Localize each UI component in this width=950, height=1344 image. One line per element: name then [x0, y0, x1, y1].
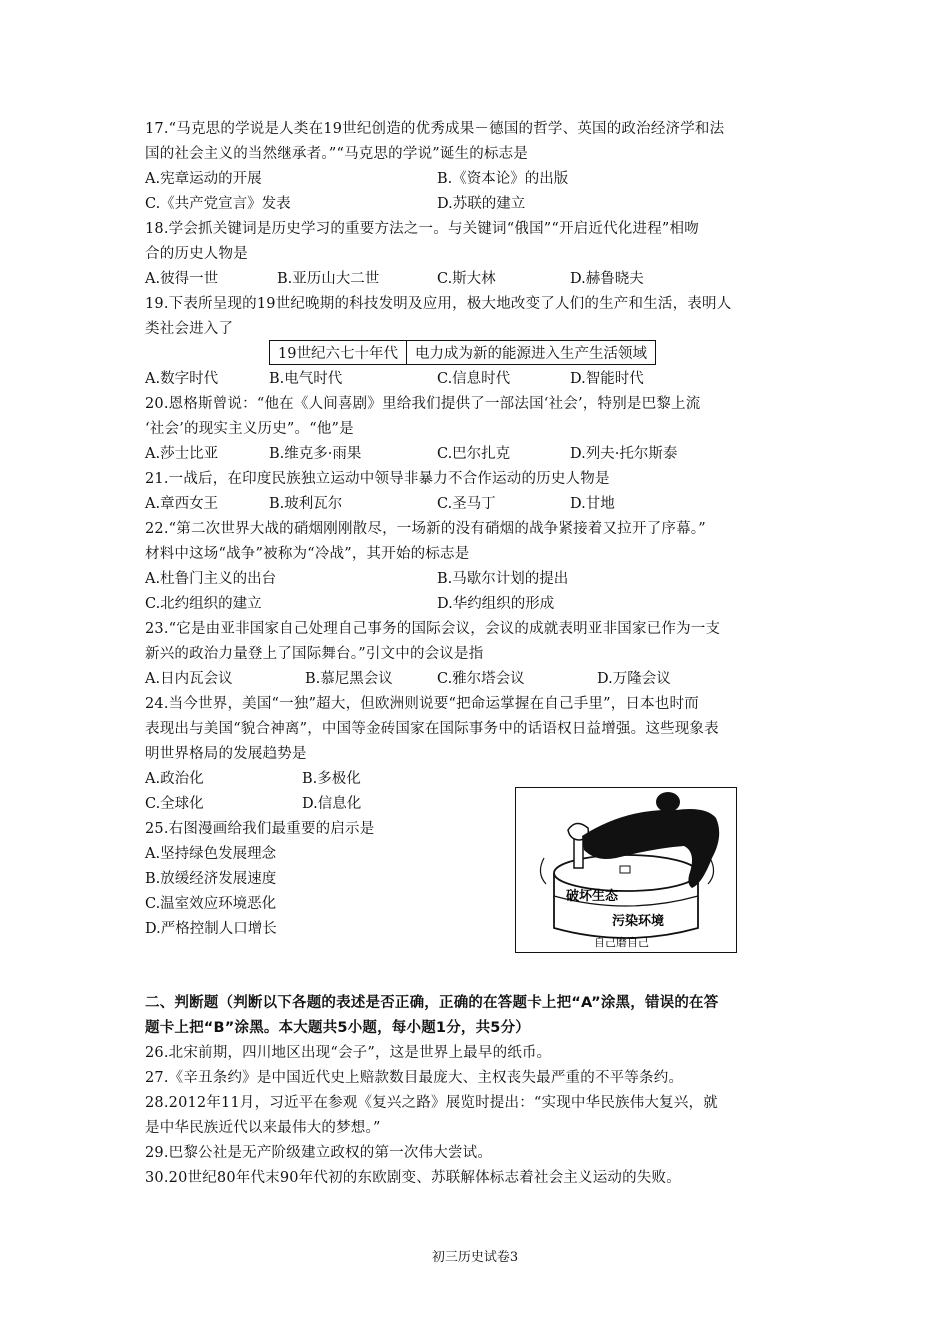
cartoon-illustration [516, 788, 735, 951]
q24-stem-line2: 表现出与美国“貌合神离”，中国等金砖国家在国际事务中的话语权日益增强。这些现象表 [145, 721, 719, 737]
q22-stem-line2: 材料中这场“战争”被称为“冷战”，其开始的标志是 [145, 546, 470, 562]
q18-stem-line2: 合的历史人物是 [145, 246, 248, 262]
q19-stem-line1: 19.下表所呈现的19世纪晚期的科技发明及应用，极大地改变了人们的生产和生活，表明人 [145, 296, 732, 312]
q25-option-c: C.温室效应环境恶化 [145, 896, 277, 912]
q21-option-b: B.玻利瓦尔 [269, 496, 343, 512]
q24-option-b: B.多极化 [302, 771, 361, 787]
q19-table-cell-period: 19世纪六七十年代 [270, 341, 407, 365]
q25-option-d: D.严格控制人口增长 [145, 921, 277, 937]
cartoon-caption: 自己磨自己 [594, 936, 649, 949]
q25-stem-line1: 25.右图漫画给我们最重要的启示是 [145, 821, 375, 837]
q22-option-c: C.北约组织的建立 [145, 596, 262, 612]
q18-option-c: C.斯大林 [437, 271, 496, 287]
q22-option-d: D.华约组织的形成 [437, 596, 555, 612]
q18-option-b: B.亚历山大二世 [277, 271, 380, 287]
q23-option-d: D.万隆会议 [597, 671, 671, 687]
q21-option-c: C.圣马丁 [437, 496, 496, 512]
q23-option-c: C.雅尔塔会议 [437, 671, 525, 687]
cartoon-image [515, 787, 737, 953]
cartoon-text-pollute-environment: 污染环境 [612, 914, 665, 929]
q19-table [269, 340, 656, 365]
q20-stem-line1: 20.恩格斯曾说：“他在《人间喜剧》里给我们提供了一部法国‘社会’，特别是巴黎上流 [145, 396, 701, 412]
q28-statement-line1: 28.2012年11月，习近平在参观《复兴之路》展览时提出：“实现中华民族伟大复兴，就 [145, 1095, 718, 1111]
q21-option-a: A.章西女王 [145, 496, 219, 512]
q20-option-c: C.巴尔扎克 [437, 446, 511, 462]
q24-stem-line1: 24.当今世界，美国“一独”超大，但欧洲则说要“把命运掌握在自己手里”，日本也时而 [145, 696, 699, 712]
q18-option-d: D.赫鲁晓夫 [570, 271, 644, 287]
q22-option-b: B.马歇尔计划的提出 [437, 571, 569, 587]
q21-stem-line1: 21.一战后，在印度民族独立运动中领导非暴力不合作运动的历史人物是 [145, 471, 610, 487]
section2-heading-line1: 二、判断题（判断以下各题的表述是否正确，正确的在答题卡上把“A”涂黑，错误的在答 [145, 995, 719, 1011]
q24-option-c: C.全球化 [145, 796, 204, 812]
q23-stem-line1: 23.“它是由亚非国家自己处理自己事务的国际会议，会议的成就表明亚非国家已作为一支 [145, 621, 721, 637]
q24-option-d: D.信息化 [302, 796, 362, 812]
q19-option-a: A.数字时代 [145, 371, 219, 387]
q17-stem-line2: 国的社会主义的当然继承者。”“马克思的学说”诞生的标志是 [145, 146, 529, 162]
q28-statement-line2: 是中华民族近代以来最伟大的梦想。” [145, 1120, 381, 1136]
q17-stem-line1: 17.“马克思的学说是人类在19世纪创造的优秀成果－德国的哲学、英国的政治经济学和法 [145, 121, 725, 137]
q24-option-a: A.政治化 [145, 771, 204, 787]
q20-option-d: D.列夫·托尔斯泰 [570, 446, 678, 462]
q19-option-d: D.智能时代 [570, 371, 644, 387]
page-footer: 初三历史试卷3 [431, 1250, 519, 1265]
q20-stem-line2: ‘社会’的现实主义历史”。“他”是 [145, 421, 354, 437]
q19-stem-line2: 类社会进入了 [145, 321, 234, 337]
q17-option-c: C.《共产党宣言》发表 [145, 196, 291, 212]
q17-option-d: D.苏联的建立 [437, 196, 526, 212]
q20-option-b: B.维克多·雨果 [269, 446, 362, 462]
q17-option-b: B.《资本论》的出版 [437, 171, 569, 187]
q22-stem-line1: 22.“第二次世界大战的硝烟刚刚散尽，一场新的没有硝烟的战争紧接着又拉开了序幕。” [145, 521, 706, 537]
q23-stem-line2: 新兴的政治力量登上了国际舞台。”引文中的会议是指 [145, 646, 484, 662]
q19-option-b: B.电气时代 [269, 371, 343, 387]
q17-option-a: A.宪章运动的开展 [145, 171, 262, 187]
q29-statement: 29.巴黎公社是无产阶级建立政权的第一次伟大尝试。 [145, 1145, 493, 1161]
q22-option-a: A.杜鲁门主义的出台 [145, 571, 277, 587]
section2-heading-line2: 题卡上把“B”涂黑。本大题共5小题，每小题1分，共5分） [145, 1020, 530, 1036]
q24-stem-line3: 明世界格局的发展趋势是 [145, 746, 307, 762]
q18-option-a: A.彼得一世 [145, 271, 219, 287]
q19-option-c: C.信息时代 [437, 371, 511, 387]
table-row [270, 341, 656, 365]
q25-option-b: B.放缓经济发展速度 [145, 871, 277, 887]
q26-statement: 26.北宋前期，四川地区出现“会子”，这是世界上最早的纸币。 [145, 1045, 552, 1061]
q20-option-a: A.莎士比亚 [145, 446, 219, 462]
q19-table-cell-event: 电力成为新的能源进入生产生活领域 [406, 341, 655, 365]
q18-stem-line1: 18.学会抓关键词是历史学习的重要方法之一。与关键词“俄国”“开启近代化进程”相吻 [145, 221, 699, 237]
q30-statement: 30.20世纪80年代末90年代初的东欧剧变、苏联解体标志着社会主义运动的失败。 [145, 1170, 681, 1186]
cartoon-text-damage-ecology: 破坏生态 [566, 889, 619, 904]
q23-option-a: A.日内瓦会议 [145, 671, 233, 687]
q27-statement: 27.《辛丑条约》是中国近代史上赔款数目最庞大、主权丧失最严重的不平等条约。 [145, 1070, 684, 1086]
q21-option-d: D.甘地 [570, 496, 615, 512]
q23-option-b: B.慕尼黑会议 [305, 671, 393, 687]
q25-option-a: A.坚持绿色发展理念 [145, 846, 277, 862]
